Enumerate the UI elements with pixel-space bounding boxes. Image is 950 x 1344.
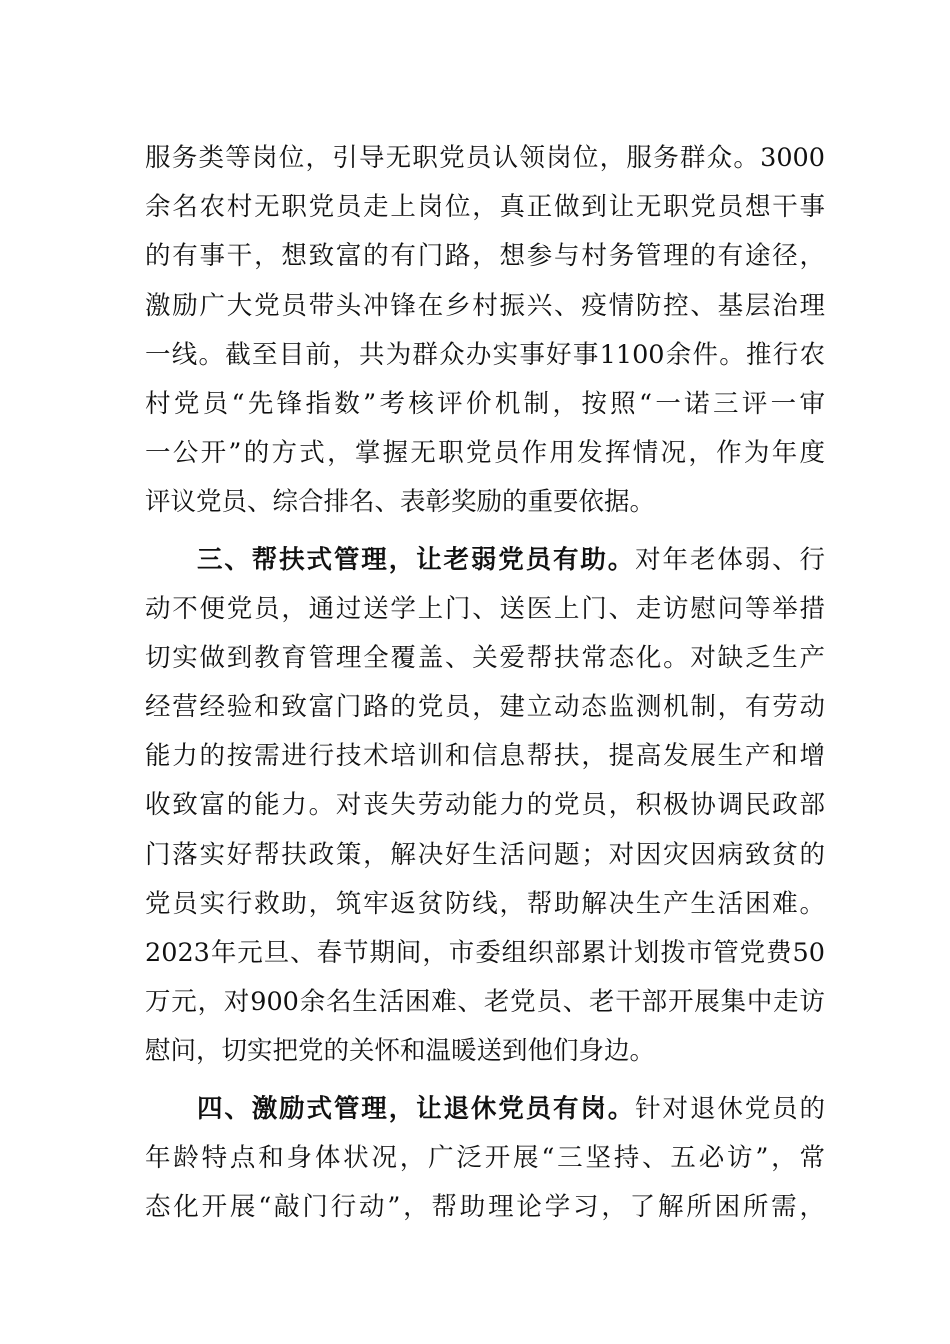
document-body	[145, 134, 825, 1232]
text-line: 能力的按需进行技术培训和信息帮扶，提高发展生产和增	[145, 741, 825, 772]
text-line: 收致富的能力。对丧失劳动能力的党员，积极协调民政部	[145, 790, 825, 821]
text-line: 激励广大党员带头冲锋在乡村振兴、疫情防控、基层治理	[145, 290, 825, 321]
section-heading-line	[145, 536, 825, 585]
heading-line-text: 针对退休党员的	[635, 1093, 825, 1124]
text-line: 经营经验和致富门路的党员，建立动态监测机制，有劳动	[145, 692, 825, 723]
text-line: 党员实行救助，筑牢返贫防线，帮助解决生产生活困难。	[145, 888, 825, 919]
text-line: 切实做到教育管理全覆盖、关爱帮扶常态化。对缺乏生产	[145, 642, 825, 673]
text-line: 慰问，切实把党的关怀和温暖送到他们身边。	[145, 1036, 656, 1067]
text-line: 态化开展“敲门行动”，帮助理论学习，了解所困所需，	[145, 1191, 825, 1222]
text-line: 动不便党员，通过送学上门、送医上门、走访慰问等举措	[145, 593, 825, 624]
text-line: 余名农村无职党员走上岗位，真正做到让无职党员想干事	[145, 192, 825, 223]
heading-line-text: 对年老体弱、行	[635, 544, 825, 575]
text-line: 年龄特点和身体状况，广泛开展“三坚持、五必访”，常	[145, 1142, 825, 1173]
text-line: 一线。截至目前，共为群众办实事好事1100余件。推行农	[145, 339, 825, 370]
text-line: 一公开”的方式，掌握无职党员作用发挥情况，作为年度	[145, 438, 825, 469]
text-line: 万元，对900余名生活困难、老党员、老干部开展集中走访	[145, 987, 825, 1018]
text-line: 的有事干，想致富的有门路，想参与村务管理的有途径，	[145, 241, 825, 272]
section-heading: 三、帮扶式管理，让老弱党员有助。	[197, 544, 636, 575]
text-line: 服务类等岗位，引导无职党员认领岗位，服务群众。3000	[145, 143, 825, 173]
section-heading-line	[145, 1085, 825, 1134]
text-line: 评议党员、综合排名、表彰奖励的重要依据。	[145, 487, 656, 518]
section-heading: 四、激励式管理，让退休党员有岗。	[197, 1093, 636, 1124]
text-line: 门落实好帮扶政策，解决好生活问题；对因灾因病致贫的	[145, 839, 825, 870]
text-line: 2023年元旦、春节期间，市委组织部累计划拨市管党费50	[145, 938, 825, 968]
text-line: 村党员“先锋指数”考核评价机制，按照“一诺三评一审	[145, 388, 825, 419]
